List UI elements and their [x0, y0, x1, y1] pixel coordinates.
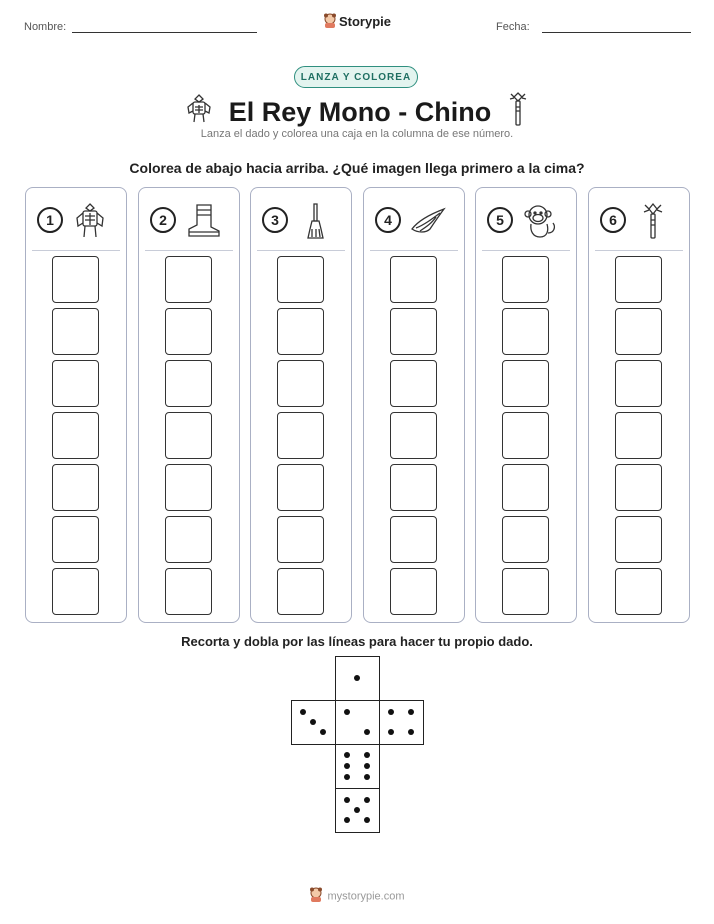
- column-divider: [595, 250, 683, 251]
- date-label: Fecha:: [496, 21, 530, 33]
- pip: [364, 729, 370, 735]
- pip: [388, 709, 394, 715]
- die-face-5: [335, 788, 380, 833]
- pip: [320, 729, 326, 735]
- instruction: Colorea de abajo hacia arriba. ¿Qué imagen llega primero a la cima?: [129, 160, 585, 176]
- color-box[interactable]: [502, 360, 549, 407]
- die-face-4: [379, 700, 424, 745]
- color-box[interactable]: [165, 308, 212, 355]
- die-face-1: [335, 656, 380, 701]
- pip: [344, 817, 350, 823]
- color-box[interactable]: [277, 256, 324, 303]
- color-box[interactable]: [502, 516, 549, 563]
- color-box[interactable]: [52, 464, 99, 511]
- column-divider: [32, 250, 120, 251]
- pip: [364, 797, 370, 803]
- column-1: [25, 187, 127, 623]
- brush-icon: [295, 201, 335, 241]
- cloud-icon: [408, 201, 448, 241]
- pip: [344, 763, 350, 769]
- storypie-footer-logo-icon: [309, 887, 323, 906]
- color-box[interactable]: [390, 464, 437, 511]
- pip: [364, 774, 370, 780]
- pip: [300, 709, 306, 715]
- color-box[interactable]: [277, 516, 324, 563]
- color-box[interactable]: [165, 360, 212, 407]
- color-box[interactable]: [615, 360, 662, 407]
- color-box[interactable]: [615, 568, 662, 615]
- color-box[interactable]: [52, 568, 99, 615]
- color-box[interactable]: [390, 568, 437, 615]
- staff-icon: [633, 201, 673, 241]
- color-box[interactable]: [502, 412, 549, 459]
- color-box[interactable]: [502, 464, 549, 511]
- column-header: [589, 188, 689, 250]
- column-header: [26, 188, 126, 250]
- die-face-2: [335, 700, 380, 745]
- page-title: El Rey Mono - Chino: [228, 97, 492, 127]
- pip: [364, 817, 370, 823]
- color-box[interactable]: [502, 256, 549, 303]
- color-box[interactable]: [277, 308, 324, 355]
- column-header: [364, 188, 464, 250]
- brand: [0, 13, 714, 32]
- die-face-3: [291, 700, 336, 745]
- boot-icon: [183, 201, 223, 241]
- column-divider: [482, 250, 570, 251]
- die-face-6: [335, 744, 380, 789]
- pip: [354, 807, 360, 813]
- pip: [388, 729, 394, 735]
- column-3: [250, 187, 352, 623]
- column-header: [476, 188, 576, 250]
- column-divider: [257, 250, 345, 251]
- column-5: [475, 187, 577, 623]
- column-2: [138, 187, 240, 623]
- armor-icon: [70, 201, 110, 241]
- color-box[interactable]: [277, 464, 324, 511]
- column-header: [251, 188, 351, 250]
- color-box[interactable]: [390, 516, 437, 563]
- armor-title-icon: [185, 93, 213, 132]
- color-box[interactable]: [165, 568, 212, 615]
- name-label: Nombre:: [24, 21, 67, 33]
- column-4: [363, 187, 465, 623]
- color-box[interactable]: [615, 464, 662, 511]
- color-box[interactable]: [52, 412, 99, 459]
- color-box[interactable]: [615, 516, 662, 563]
- pip: [364, 763, 370, 769]
- color-box[interactable]: [277, 568, 324, 615]
- color-box[interactable]: [502, 308, 549, 355]
- column-number: 6: [600, 207, 626, 233]
- color-box[interactable]: [165, 412, 212, 459]
- color-box[interactable]: [390, 412, 437, 459]
- color-box[interactable]: [52, 256, 99, 303]
- column-header: [139, 188, 239, 250]
- column-divider: [370, 250, 458, 251]
- activity-badge: LANZA Y COLOREA: [294, 66, 418, 88]
- pip: [408, 729, 414, 735]
- pip: [408, 709, 414, 715]
- color-box[interactable]: [165, 464, 212, 511]
- storypie-logo-icon: [323, 13, 337, 32]
- color-box[interactable]: [615, 308, 662, 355]
- color-box[interactable]: [390, 308, 437, 355]
- color-box[interactable]: [52, 308, 99, 355]
- color-box[interactable]: [390, 360, 437, 407]
- column-number: 4: [375, 207, 401, 233]
- name-line[interactable]: [72, 32, 257, 33]
- column-6: [588, 187, 690, 623]
- date-line[interactable]: [542, 32, 691, 33]
- column-number: 1: [37, 207, 63, 233]
- color-box[interactable]: [165, 256, 212, 303]
- column-number: 3: [262, 207, 288, 233]
- pip: [344, 797, 350, 803]
- color-box[interactable]: [615, 412, 662, 459]
- die-instruction: Recorta y dobla por las líneas para hacer tu propio dado.: [181, 634, 533, 649]
- color-box[interactable]: [165, 516, 212, 563]
- pip: [354, 675, 360, 681]
- footer: [0, 887, 714, 906]
- pip: [310, 719, 316, 725]
- pip: [364, 752, 370, 758]
- color-box[interactable]: [52, 516, 99, 563]
- color-box[interactable]: [502, 568, 549, 615]
- color-box[interactable]: [277, 412, 324, 459]
- brand-name: Storypie: [338, 13, 391, 29]
- pip: [344, 752, 350, 758]
- color-box[interactable]: [52, 360, 99, 407]
- column-number: 2: [150, 207, 176, 233]
- subtitle: Lanza el dado y colorea una caja en la columna de ese número.: [200, 128, 514, 140]
- footer-url[interactable]: mystorypie.com: [327, 890, 405, 903]
- pip: [344, 709, 350, 715]
- color-box[interactable]: [277, 360, 324, 407]
- column-divider: [145, 250, 233, 251]
- color-box[interactable]: [615, 256, 662, 303]
- monkey-icon: [520, 201, 560, 241]
- color-box[interactable]: [390, 256, 437, 303]
- column-number: 5: [487, 207, 513, 233]
- pip: [344, 774, 350, 780]
